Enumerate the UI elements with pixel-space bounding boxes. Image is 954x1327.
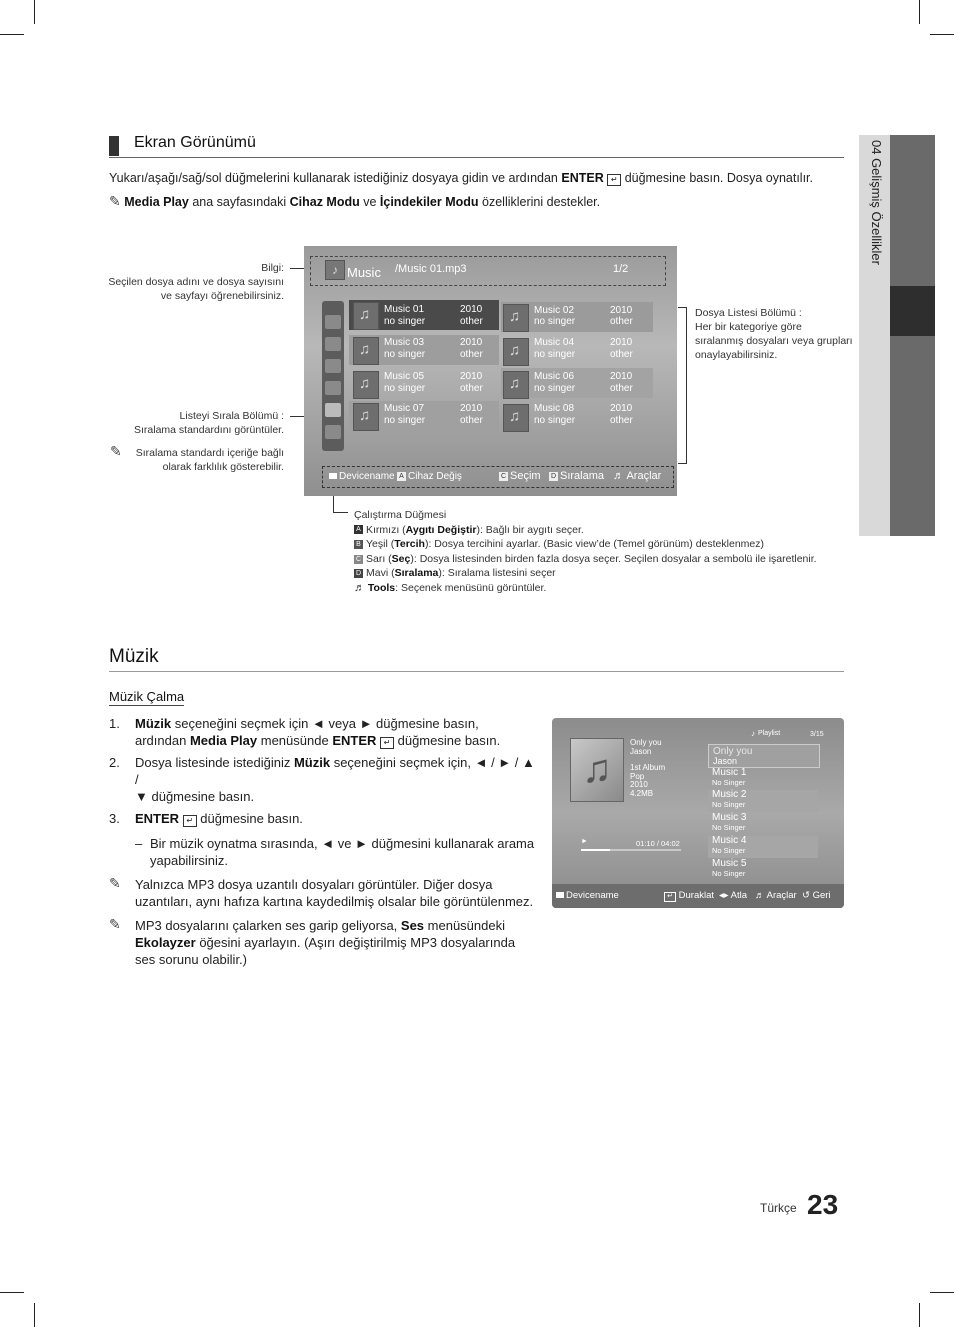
sort-note: ✎ Sıralama standardı içeriğe bağlı olarak farklılık gösterebilir.: [110, 443, 284, 473]
info-callout: Bilgi: Seçilen dosya adını ve dosya sayısını ve sayfayı öğrenebilirsiniz.: [108, 262, 284, 302]
left-right-icon: ◂▸: [719, 890, 729, 901]
music-thumb-icon: [503, 338, 529, 366]
crop-mark: [919, 1303, 920, 1327]
music-section-title: Müzik: [109, 646, 159, 667]
playlist-item[interactable]: Only you Jason: [708, 744, 820, 768]
return-icon: ↺: [802, 890, 810, 901]
music-thumb-icon: [353, 371, 379, 399]
playlist-icon: ♪: [751, 729, 755, 738]
note-icon: ✎: [109, 875, 121, 891]
play-icon: ►: [581, 838, 588, 845]
subsection-title: Müzik Çalma: [109, 689, 185, 704]
section-marker: [109, 136, 119, 156]
file-path: /Music 01.mp3: [395, 263, 467, 275]
file-item[interactable]: ♫ Music 01 no singer 2010 other: [349, 300, 499, 330]
info-bar: [310, 256, 666, 286]
device-icon: [556, 892, 564, 898]
media-play-screen: [304, 246, 677, 496]
run-d: D Mavi (Sıralama): Sıralama listesini seçer: [355, 567, 556, 580]
music-thumb-icon: [353, 337, 379, 365]
album-icon[interactable]: [325, 381, 341, 395]
note-1: ✎ Yalnızca MP3 dosya uzantılı dosyaları görüntüler. Diğer dosya uzantıları, aynı hafıza kartına kaydedilmiş olsalar bile görüntülenmez.: [109, 875, 534, 909]
playlist-item[interactable]: Music 2 No Singer: [708, 790, 818, 812]
album-art-icon: ♫: [570, 738, 624, 802]
playlist-item[interactable]: Music 3 No Singer: [712, 812, 747, 832]
device-button[interactable]: Devicename: [329, 471, 395, 482]
player-button-bar: [552, 884, 844, 908]
enter-icon: ↵: [607, 174, 621, 186]
leader-line: [333, 496, 334, 512]
file-item[interactable]: ♫ Music 07 no singer 2010 other: [349, 401, 499, 431]
enter-icon: ↵: [380, 737, 394, 749]
enter-icon: ↵: [183, 815, 197, 827]
chapter-label: 04 Gelişmiş Özellikler: [869, 140, 884, 265]
music-player-screen: [552, 718, 844, 908]
intro-paragraph: Yukarı/aşağı/sağ/sol düğmelerini kullanarak istediğiniz dosyaya gidin ve ardından ENTER ↵ düğmesine basın. Dosya oynatılır.: [109, 171, 813, 185]
step-2: 2. Dosya listesinde istediğiniz Müzik seçeneğini seçmek için, ◄ / ► / ▲ / ▼ düğmesine basın.: [109, 755, 535, 804]
sort-callout: Listeyi Sırala Bölümü : Sıralama standardını görüntüler.: [133, 410, 284, 436]
tools-icon: ♬: [755, 890, 765, 901]
note-icon: ✎: [110, 443, 122, 459]
run-a: A Kırmızı (Aygıtı Değiştir): Bağlı bir aygıtı seçer.: [354, 523, 844, 538]
select-button[interactable]: C Seçim: [500, 470, 541, 482]
run-c: C Sarı (Seç): Dosya listesinden birden fazla dosya seçer. Seçilen dosyalar a sembolü ile işaretlenir.: [355, 552, 817, 565]
music-thumb-icon: [353, 403, 379, 431]
chapter-tab-marker: [890, 286, 935, 336]
music-thumb-icon: [503, 404, 529, 432]
crop-mark: [919, 0, 920, 24]
device-button[interactable]: Devicename: [556, 890, 619, 901]
mood-icon[interactable]: [325, 425, 341, 439]
tools-button[interactable]: ♬ Araçlar: [613, 470, 662, 482]
tools-icon: ♬: [354, 581, 365, 594]
note-paragraph: ✎ Media Play ana sayfasındaki Cihaz Modu ve İçindekiler Modu özelliklerini destekler.: [109, 193, 601, 209]
playlist-item[interactable]: Music 4 No Singer: [708, 836, 818, 858]
back-button[interactable]: ↺ Geri: [802, 890, 831, 901]
music-category-icon: ♪: [325, 260, 345, 280]
tools-icon: ♬: [613, 470, 624, 482]
file-item[interactable]: ♫ Music 02 no singer 2010 other: [501, 302, 653, 332]
music-thumb-icon: [353, 302, 379, 330]
crop-mark: [0, 34, 24, 35]
playlist-item[interactable]: Music 5 No Singer: [712, 858, 747, 878]
file-item[interactable]: ♫ Music 08 no singer 2010 other: [501, 401, 653, 431]
music-thumb-icon: [503, 304, 529, 332]
track-info: Only you Jason 1st Album Pop 2010 4.2MB: [630, 738, 666, 798]
step-1: 1. Müzik seçeneğini seçmek için ◄ veya ► düğmesine basın, ardından Media Play menüsünde ENTER ↵ düğmesine basın.: [109, 716, 501, 748]
note-2: ✎ MP3 dosyalarını çalarken ses garip geliyorsa, Ses menüsündeki Ekolayzer öğesini ayarlayın. (Aşırı değiştirilmiş MP3 dosyalarında ses sorunu olabilir.): [109, 916, 516, 967]
playlist-label: Playlist: [758, 730, 781, 737]
note-icon: ✎: [109, 916, 121, 932]
crop-mark: [34, 0, 35, 24]
title-sort-icon[interactable]: [325, 403, 341, 417]
section-rule: [109, 671, 844, 672]
function-button-bar: [322, 466, 674, 488]
step-3: 3. ENTER ↵ düğmesine basın.: [109, 811, 303, 826]
crop-mark: [930, 1292, 954, 1293]
tools-button[interactable]: ♬ Araçlar: [755, 890, 797, 901]
run-b: B Yeşil (Tercih): Dosya tercihini ayarlar. (Basic view’de (Temel görünüm) desteklenmez): [354, 537, 844, 552]
playlist-item[interactable]: Music 1 No Singer: [712, 767, 747, 787]
music-thumb-icon: [503, 371, 529, 399]
pause-button[interactable]: ↵ Duraklat: [664, 890, 714, 902]
leader-bracket: [678, 307, 687, 464]
genre-icon[interactable]: [325, 337, 341, 351]
crop-mark: [34, 1303, 35, 1327]
steps-list: [109, 715, 539, 968]
skip-button[interactable]: ◂▸ Atla: [719, 890, 748, 901]
footer-language: Türkçe: [760, 1201, 797, 1215]
folder-icon[interactable]: [325, 315, 341, 329]
progress-track[interactable]: [581, 849, 681, 851]
note-icon: ✎: [109, 193, 121, 209]
file-list-callout: Dosya Listesi Bölümü : Her bir kategoriye göre sıralanmış dosyaları veya grupları onaylayabilirsiniz.: [695, 307, 853, 361]
leader-line: [333, 512, 348, 513]
file-item[interactable]: ♫ Music 03 no singer 2010 other: [349, 335, 499, 365]
playlist-count: 3/15: [810, 731, 824, 738]
artist-icon[interactable]: [325, 359, 341, 373]
page-count: 1/2: [613, 263, 629, 275]
progress-fill: [581, 849, 610, 851]
crop-mark: [0, 1292, 24, 1293]
page-number: 23: [807, 1189, 839, 1220]
enter-icon: ↵: [664, 892, 676, 902]
device-icon: [329, 473, 337, 479]
section-title: Ekran Görünümü: [134, 134, 256, 151]
run-buttons-callout: Çalıştırma Düğmesi A Kırmızı (Aygıtı Değiştir): Bağlı bir aygıtı seçer. B Yeşil (Tercih): Dosya tercihini ayarlar. (Basic view’de (Temel görünüm) desteklenmez) C Sarı (Seç): Dosya listesinden birden fazla dosya seçer. Seçilen dosyalar a sembolü ile işaretlenir. D Mavi (Sıralama): Sıralama listesini seçer ♬ Tools: Seçenek menüsünü görüntüler.: [354, 508, 844, 596]
change-device-button[interactable]: A Cihaz Değiş: [397, 471, 462, 482]
file-item[interactable]: ♫ Music 06 no singer 2010 other: [501, 368, 653, 398]
run-tools: ♬ Tools: Seçenek menüsünü görüntüler.: [354, 581, 547, 594]
time-display: 01:10 / 04:02: [636, 839, 680, 848]
file-item[interactable]: ♫ Music 04 no singer 2010 other: [501, 335, 653, 365]
sort-category-bar: [322, 301, 344, 451]
section-rule: [109, 157, 844, 158]
step-3-sub: – Bir müzik oynatma sırasında, ◄ ve ► düğmesini kullanarak arama yapabilirsiniz.: [135, 836, 535, 868]
crop-mark: [930, 34, 954, 35]
file-item[interactable]: ♫ Music 05 no singer 2010 other: [349, 369, 499, 399]
category-label: Music: [347, 265, 381, 280]
sort-button[interactable]: D Sıralama: [550, 470, 605, 482]
